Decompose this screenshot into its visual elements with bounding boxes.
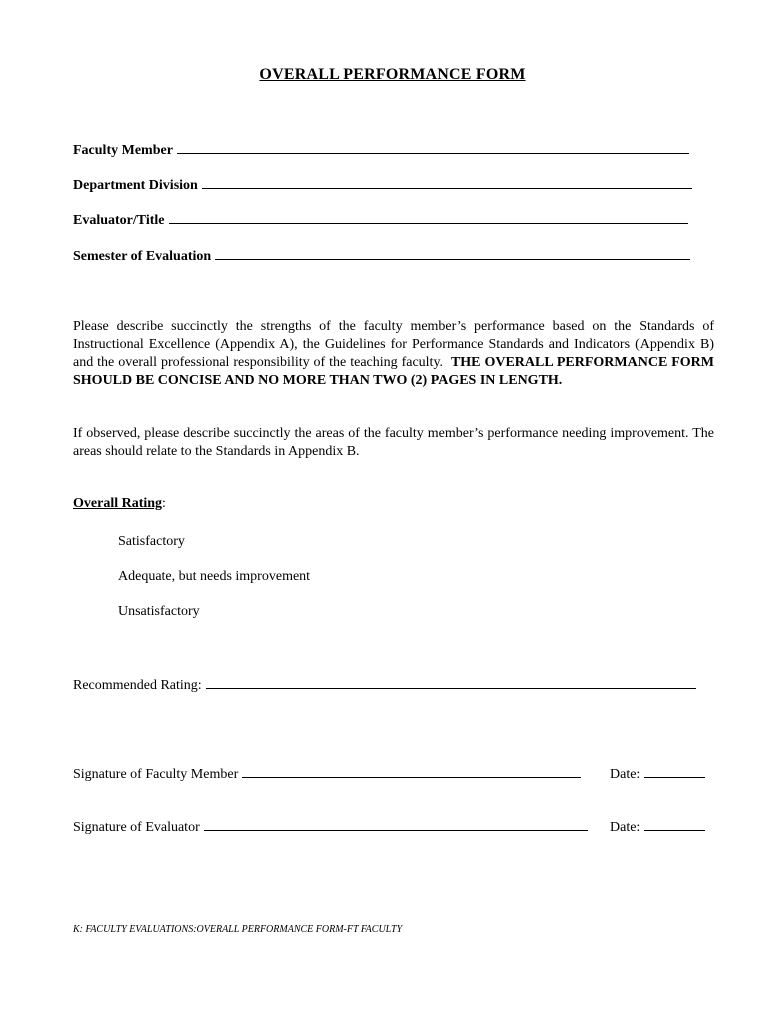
evaluator-title-field [73,211,688,229]
faculty-signature-label: Signature of Faculty Member [73,767,239,782]
recommended-rating-field [73,676,696,694]
overall-rating-heading [73,496,166,512]
rating-option-adequate[interactable]: Adequate, but needs improvement [118,569,311,584]
overall-rating-label: Overall Rating [73,496,163,511]
evaluator-signature-field [73,818,588,836]
faculty-member-label: Faculty Member [73,143,173,158]
faculty-signature-line[interactable] [242,765,581,778]
instructions-paragraph-1 [73,318,714,390]
rating-option-satisfactory[interactable]: Satisfactory [118,534,185,549]
improvement-text: If observed, please describe succinctly the areas of the faculty member’s performance needing improvement. The areas should relate to the Standards in Appendix B. [73,426,714,459]
faculty-date-field [610,765,705,783]
faculty-signature-field [73,765,581,783]
evaluator-title-label: Evaluator/Title [73,213,165,228]
instructions-text: Please describe succinctly the strengths of the faculty member’s performance based on the Standards of Instructional Excellence (Appendix A), the Guidelines for Performance Standards and Indicators (Appendix B) and the overall professional responsibility of the teaching faculty. [73,319,714,370]
department-division-field [73,176,692,194]
evaluator-date-label: Date: [610,820,641,835]
semester-label: Semester of Evaluation [73,249,212,264]
page-title: OVERALL PERFORMANCE FORM [259,66,526,83]
footer-path: K: FACULTY EVALUATIONS:OVERALL PERFORMANCE FORM-FT FACULTY [73,924,403,935]
recommended-rating-label: Recommended Rating: [73,678,202,693]
evaluator-date-line[interactable] [644,818,705,831]
faculty-date-label: Date: [610,767,641,782]
semester-line[interactable] [215,247,690,260]
faculty-member-line[interactable] [177,141,689,154]
instructions-bold-notice: THE OVERALL PERFORMANCE FORM SHOULD BE CONCISE AND NO MORE THAN TWO (2) PAGES IN LENGTH. [73,355,714,388]
evaluator-signature-line[interactable] [204,818,588,831]
department-division-line[interactable] [202,176,692,189]
faculty-member-field [73,141,689,159]
instructions-paragraph-2 [73,425,714,461]
faculty-date-line[interactable] [644,765,705,778]
rating-option-unsatisfactory[interactable]: Unsatisfactory [118,604,200,619]
evaluator-signature-label: Signature of Evaluator [73,820,200,835]
semester-field [73,247,690,265]
department-division-label: Department Division [73,178,198,193]
recommended-rating-line[interactable] [206,676,696,689]
overall-rating-colon: : [162,496,166,511]
evaluator-date-field [610,818,705,836]
evaluator-title-line[interactable] [169,211,688,224]
